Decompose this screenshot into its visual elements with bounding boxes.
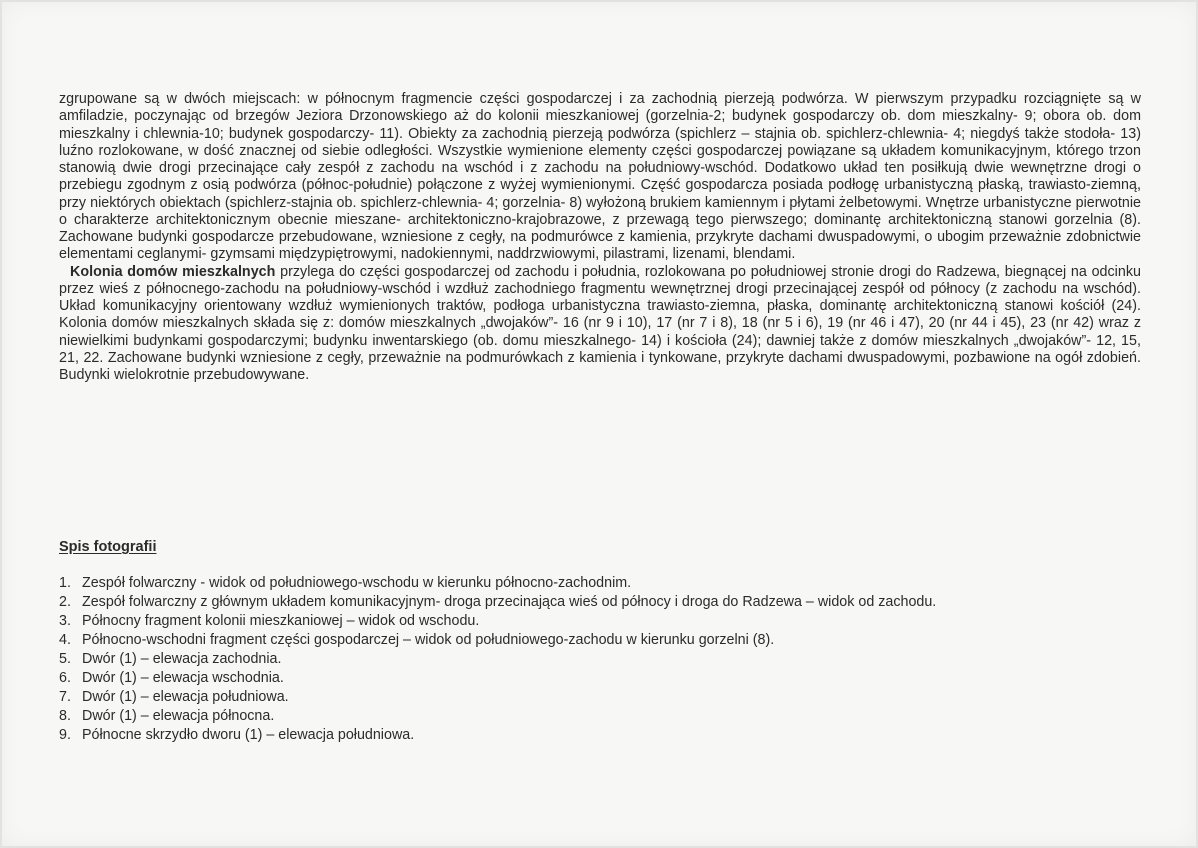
- photo-list-item: [59, 650, 1141, 669]
- paragraph-farm-buildings: [59, 91, 1141, 264]
- photo-caption: Północny fragment kolonii mieszkaniowej – widok od wschodu.: [82, 613, 480, 629]
- photo-list-item: [59, 574, 1141, 593]
- photo-number: 5.: [59, 651, 71, 667]
- photo-list-item: [59, 688, 1141, 707]
- photo-number: 1.: [59, 575, 71, 591]
- paragraph-text: zgrupowane są w dwóch miejscach: w północnym fragmencie części gospodarczej i za zachodnią pierzeją podwórza. W pierwszym przypadku rozciągnięte są w amfiladzie, poczynając od brzegów Jeziora Drzonowskiego aż do kolonii mieszkaniowej (gorzelnia-2; budynek gospodarczy ob. dom mieszkalny- 9; obora ob. dom mieszkalny i chlewnia-10; budynek gospodarczy- 11). Obiekty za zachodnią pierzeją podwórza (spichlerz – stajnia ob. spichlerz-chlewnia- 4; niegdyś także stodoła- 13) luźno rozlokowane, w dość znacznej od siebie odległości. Wszystkie wymienione elementy części gospodarczej powiązane są układem komunikacyjnym, którego trzon stanowią dwie drogi przecinające cały zespół z zachodu na wschód i z zachodu na południowy-wschód. Dodatkowo układ ten posiłkują dwie wewnętrzne drogi o przebiegu zgodnym z osią podwórza (północ-południe) połączone z wyżej wymienionymi. Część gospodarcza posiada podłogę urbanistyczną płaską, trawiasto-ziemną, przy niektórych obiektach (spichlerz-stajnia ob. spichlerz-chlewnia- 4; gorzelnia- 8) wyłożoną brukiem kamiennym i płytami żelbetowymi. Wnętrze urbanistyczne pierwotnie o charakterze architektonicznym obecnie mieszane- architektoniczno-krajobrazowe, z przewagą tego pierwszego; dominantę architektoniczną stanowi gorzelnia (8). Zachowane budynki gospodarcze przebudowane, wzniesione z cegły, na podmurówce z kamienia, przykryte dachami dwuspadowymi, o ubogim przeważnie zdobnictwie elementami ceglanymi- gzymsami międzypiętrowymi, nadokiennymi, naddrzwiowymi, pilastrami, lizenami, blendami.: [59, 91, 1141, 263]
- photo-caption: Dwór (1) – elewacja południowa.: [82, 689, 289, 705]
- photo-number: 2.: [59, 594, 71, 610]
- photo-caption: Północne skrzydło dworu (1) – elewacja południowa.: [82, 727, 415, 743]
- photo-list-item: [59, 707, 1141, 726]
- paragraph-text: przylega do części gospodarczej od zachodu i południa, rozlokowana po południowej stronie drogi do Radzewa, biegnącej na odcinku przez wieś z północnego-zachodu na południowy-wschód i wzdłuż zachodniego fragmentu wewnętrznej drogi przecinającej zespół od północy (z zachodu na wschód). Układ komunikacyjny orientowany wzdłuż wymienionych traktów, podłoga urbanistyczna trawiasto-ziemna, płaska, dominantę architektoniczną stanowi kościół (24). Kolonia domów mieszkalnych składa się z: domów mieszkalnych „dwojaków”- 16 (nr 9 i 10), 17 (nr 7 i 8), 18 (nr 5 i 6), 19 (nr 46 i 47), 20 (nr 44 i 45), 23 (nr 42) wraz z niewielkimi budynkami gospodarczymi; budynku inwentarskiego (ob. domu mieszkalnego- 14) i kościoła (24); dawniej także z domów mieszkalnych „dwojaków”- 12, 15, 21, 22. Zachowane budynki wzniesione z cegły, przeważnie na podmurówkach z kamienia i tynkowane, przykryte dachami dwuspadowymi, pozbawione na ogół zdobień. Budynki wielokrotnie przebudowywane.: [59, 263, 1141, 383]
- photo-caption: Dwór (1) – elewacja zachodnia.: [82, 651, 282, 667]
- photo-list-item: [59, 726, 1141, 745]
- paragraph-residential-colony: [59, 264, 1141, 385]
- photo-list-heading: Spis fotografii: [59, 539, 157, 555]
- photo-list-item: [59, 669, 1141, 688]
- photo-caption: Dwór (1) – elewacja północna.: [82, 708, 275, 724]
- body-text: [59, 91, 1141, 384]
- photo-caption: Dwór (1) – elewacja wschodnia.: [82, 670, 284, 686]
- photo-number: 6.: [59, 670, 71, 686]
- photo-caption: Północno-wschodni fragment części gospodarczej – widok od południowego-zachodu w kierunku gorzelni (8).: [82, 632, 775, 648]
- photo-number: 3.: [59, 613, 71, 629]
- photo-caption: Zespół folwarczny - widok od południowego-wschodu w kierunku północno-zachodnim.: [82, 575, 632, 591]
- photo-number: 4.: [59, 632, 71, 648]
- photo-number: 9.: [59, 727, 71, 743]
- photo-list-item: [59, 631, 1141, 650]
- paragraph-lead-bold: Kolonia domów mieszkalnych: [70, 263, 276, 280]
- photo-list-item: [59, 593, 1141, 612]
- photo-list: [59, 574, 1141, 745]
- photo-list-item: [59, 612, 1141, 631]
- photo-number: 8.: [59, 708, 71, 724]
- photo-caption: Zespół folwarczny z głównym układem komunikacyjnym- droga przecinająca wieś od północy i droga do Radzewa – widok od zachodu.: [82, 594, 937, 610]
- photo-list-section: [59, 538, 1141, 745]
- photo-number: 7.: [59, 689, 71, 705]
